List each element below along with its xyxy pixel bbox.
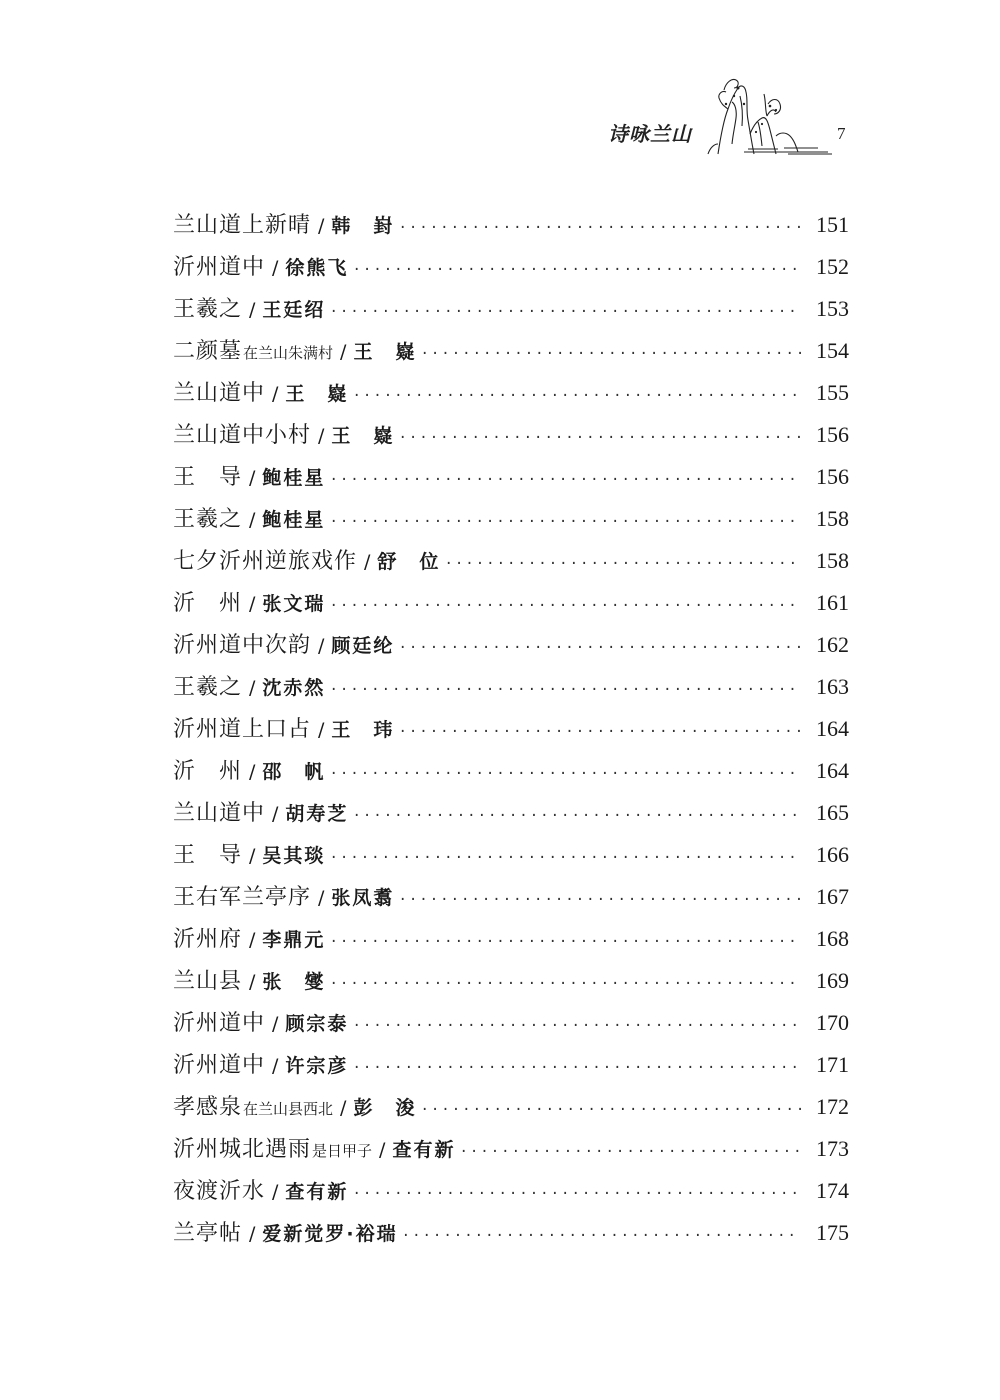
toc-entry-separator: / [272,1013,279,1035]
toc-entry-page: 151 [816,212,849,237]
toc-entry-title: 沂州道中 [173,255,266,280]
toc-entry-title: 七夕沂州逆旅戏作 [173,549,358,574]
toc-entry-title: 王 导 [173,843,243,868]
toc-entry-author: 王 玮 [331,719,395,741]
toc-entry [173,292,849,334]
toc-entry-title: 沂州道上口占 [173,717,312,742]
toc-entry-title: 沂州府 [173,927,243,952]
toc-entry-leader-dots [398,892,801,908]
toc-entry-page: 169 [816,968,849,993]
toc-entry-leader-dots [329,682,801,698]
toc-entry-author: 沈赤然 [262,677,326,699]
toc-entry-leader-dots [352,1186,801,1202]
toc-entry-separator: / [272,383,279,405]
toc-entry-title: 沂 州 [173,759,243,784]
toc-entry-title: 孝感泉 [173,1095,243,1120]
landscape-illustration [688,74,833,156]
toc-entry-separator: / [318,425,325,447]
toc-entry [173,670,849,712]
toc-entry-title: 兰山县 [173,969,243,994]
toc-entry-author: 张文瑞 [262,593,326,615]
toc-entry-page: 158 [816,506,849,531]
toc-entry-title: 王 导 [173,465,243,490]
toc-entry-page: 168 [816,926,849,951]
toc-entry-title: 沂州道中 [173,1011,266,1036]
toc-entry [173,418,849,460]
toc-entry-author: 彭 浚 [353,1097,417,1119]
toc-entry [173,712,849,754]
toc-entry-page: 152 [816,254,849,279]
toc-entry-note: 在兰山县西北 [243,1100,334,1118]
table-of-contents [173,208,849,1258]
toc-entry [173,334,849,376]
toc-entry-separator: / [249,1223,256,1245]
toc-entry-page: 175 [816,1220,849,1245]
toc-entry-author: 王 嶷 [285,383,349,405]
toc-entry [173,502,849,544]
toc-entry-title: 夜渡沂水 [173,1179,266,1204]
toc-entry [173,208,849,250]
toc-entry-separator: / [379,1139,386,1161]
toc-entry-page: 153 [816,296,849,321]
toc-entry-title: 王羲之 [173,675,243,700]
toc-entry-note: 在兰山朱满村 [243,344,334,362]
toc-entry-separator: / [272,803,279,825]
toc-entry-page: 164 [816,716,849,741]
toc-entry-title: 兰山道中 [173,801,266,826]
toc-entry-author: 爱新觉罗·裕瑞 [262,1223,398,1245]
page-number: 7 [837,124,846,143]
toc-entry-leader-dots [444,556,801,572]
toc-entry [173,586,849,628]
toc-entry-separator: / [249,467,256,489]
toc-entry-author: 舒 位 [377,551,441,573]
toc-entry-leader-dots [329,514,801,530]
toc-entry [173,964,849,1006]
toc-entry-leader-dots [329,472,801,488]
toc-entry-page: 166 [816,842,849,867]
toc-entry-author: 鲍桂星 [262,467,326,489]
toc-entry-author: 王廷绍 [262,299,326,321]
toc-entry-page: 158 [816,548,849,573]
toc-entry [173,1006,849,1048]
toc-entry-title: 王右军兰亭序 [173,885,312,910]
toc-entry-separator: / [249,509,256,531]
toc-entry-leader-dots [420,1102,801,1118]
toc-entry-author: 顾廷纶 [331,635,395,657]
toc-entry-page: 164 [816,758,849,783]
toc-entry-leader-dots [329,766,801,782]
toc-entry-leader-dots [398,640,801,656]
toc-entry-author: 胡寿芝 [285,803,349,825]
toc-entry-leader-dots [352,1060,801,1076]
toc-entry-author: 许宗彦 [285,1055,349,1077]
toc-entry [173,838,849,880]
toc-entry-author: 鲍桂星 [262,509,326,531]
toc-entry-title: 沂州城北遇雨 [173,1137,312,1162]
toc-entry-leader-dots [398,430,801,446]
toc-entry-leader-dots [329,976,801,992]
toc-entry-author: 顾宗泰 [285,1013,349,1035]
toc-entry-author: 吴其琰 [262,845,326,867]
toc-entry-leader-dots [329,304,801,320]
toc-entry-leader-dots [329,850,801,866]
toc-entry-separator: / [249,593,256,615]
toc-entry-leader-dots [352,1018,801,1034]
toc-entry-leader-dots [352,808,801,824]
toc-entry [173,376,849,418]
toc-entry-leader-dots [402,1228,801,1244]
toc-entry-separator: / [272,257,279,279]
toc-entry-page: 156 [816,422,849,447]
toc-entry-author: 王 嶷 [331,425,395,447]
toc-entry [173,250,849,292]
toc-entry-author: 王 嶷 [353,341,417,363]
toc-entry [173,1174,849,1216]
toc-entry-page: 170 [816,1010,849,1035]
toc-entry-separator: / [249,761,256,783]
toc-entry-separator: / [318,887,325,909]
toc-entry [173,1048,849,1090]
toc-entry-separator: / [249,299,256,321]
toc-entry-title: 兰山道上新晴 [173,213,312,238]
toc-entry-page: 172 [816,1094,849,1119]
toc-entry [173,796,849,838]
toc-entry [173,460,849,502]
toc-entry-leader-dots [459,1144,801,1160]
toc-entry-title: 二颜墓 [173,339,243,364]
toc-entry [173,1090,849,1132]
toc-entry-page: 154 [816,338,849,363]
toc-entry-title: 兰亭帖 [173,1221,243,1246]
toc-entry-author: 韩 崶 [331,215,395,237]
toc-entry-page: 156 [816,464,849,489]
toc-entry-page: 174 [816,1178,849,1203]
toc-entry-author: 李鼎元 [262,929,326,951]
toc-entry-leader-dots [329,598,801,614]
toc-entry-page: 171 [816,1052,849,1077]
toc-entry-page: 161 [816,590,849,615]
toc-entry-title: 沂州道中次韵 [173,633,312,658]
toc-entry-leader-dots [398,724,801,740]
toc-entry-separator: / [340,341,347,363]
toc-entry-leader-dots [420,346,801,362]
toc-entry-page: 163 [816,674,849,699]
toc-entry-page: 173 [816,1136,849,1161]
toc-entry-title: 王羲之 [173,297,243,322]
toc-entry [173,1132,849,1174]
toc-entry-author: 查有新 [285,1181,349,1203]
toc-entry [173,628,849,670]
toc-entry-separator: / [318,215,325,237]
toc-entry-page: 162 [816,632,849,657]
toc-entry-separator: / [318,719,325,741]
toc-entry [173,880,849,922]
toc-entry-title: 兰山道中 [173,381,266,406]
toc-entry-separator: / [249,845,256,867]
toc-entry-leader-dots [398,220,801,236]
toc-entry-title: 沂 州 [173,591,243,616]
toc-entry-separator: / [249,971,256,993]
toc-entry-title: 兰山道中小村 [173,423,312,448]
toc-entry-note: 是日甲子 [312,1142,373,1160]
toc-entry-separator: / [364,551,371,573]
toc-entry-leader-dots [329,934,801,950]
toc-entry-leader-dots [352,388,801,404]
toc-entry-author: 查有新 [392,1139,456,1161]
toc-entry-separator: / [272,1055,279,1077]
toc-entry-title: 沂州道中 [173,1053,266,1078]
running-header-title: 诗咏兰山 [608,122,692,146]
toc-entry-page: 155 [816,380,849,405]
toc-entry-separator: / [272,1181,279,1203]
toc-entry-author: 张凤翥 [331,887,395,909]
toc-entry-page: 167 [816,884,849,909]
toc-entry-author: 徐熊飞 [285,257,349,279]
toc-entry [173,922,849,964]
running-header [0,0,1000,170]
toc-entry [173,544,849,586]
toc-entry-separator: / [318,635,325,657]
toc-entry-separator: / [249,929,256,951]
toc-entry [173,1216,849,1258]
toc-entry [173,754,849,796]
toc-entry-separator: / [249,677,256,699]
toc-entry-author: 邵 帆 [262,761,326,783]
toc-entry-author: 张 燮 [262,971,326,993]
toc-entry-page: 165 [816,800,849,825]
toc-entry-separator: / [340,1097,347,1119]
toc-entry-leader-dots [352,262,801,278]
toc-entry-title: 王羲之 [173,507,243,532]
